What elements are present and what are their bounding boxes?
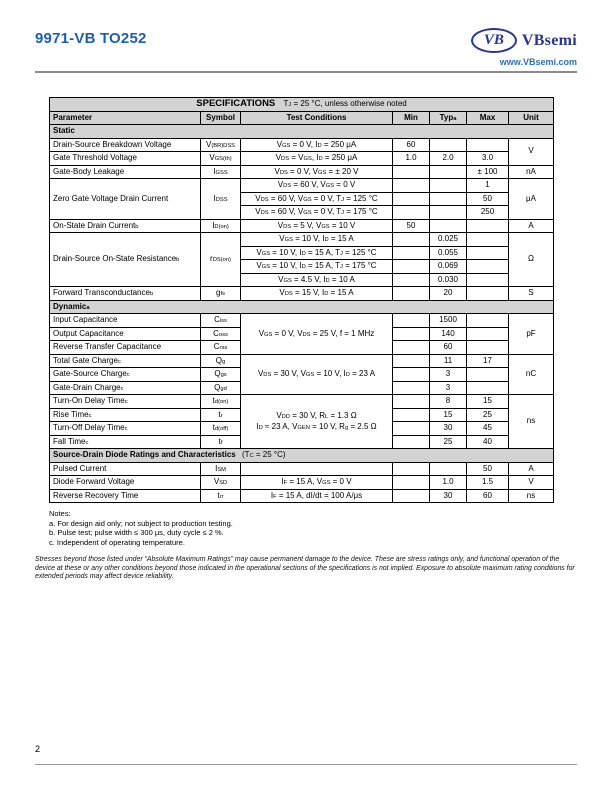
idss-conditions-3: $V_{DS} = 60$ V, $V_{GS} = 0$ V, $T_J = 175$ °C <box>241 206 393 220</box>
col-unit: Unit <box>509 111 554 125</box>
section-diode-condition: ($T_C = 25$ °C) <box>241 450 286 459</box>
rdson-max-3 <box>467 260 509 274</box>
trr-parameter: Reverse Recovery Time <box>50 489 201 503</box>
tr-symbol: $t_r$ <box>201 408 241 422</box>
tr-min <box>393 408 430 422</box>
qgs-parameter: Gate-Source Charge$^c$ <box>50 368 201 382</box>
row-tdon <box>50 395 554 409</box>
ism-max: 50 <box>467 462 509 476</box>
row-gfs <box>50 287 554 301</box>
rdson-max-4 <box>467 273 509 287</box>
switching-unit: ns <box>509 395 554 449</box>
rdson-typ-4: 0.030 <box>430 273 467 287</box>
vgsth-conditions: $V_{DS} = V_{GS}$, $I_D = 250$ μA <box>241 152 393 166</box>
crss-parameter: Reverse Transfer Capacitance <box>50 341 201 355</box>
capacitance-conditions: $V_{GS} = 0$ V, $V_{DS} = 25$ V, f = 1 MHz <box>241 314 393 355</box>
qgd-max <box>467 381 509 395</box>
rdson-min-3 <box>393 260 430 274</box>
idss-min-3 <box>393 206 430 220</box>
row-idon <box>50 219 554 233</box>
crss-max <box>467 341 509 355</box>
idon-symbol: $I_{D(on)}$ <box>201 219 241 233</box>
spec-title-row <box>50 98 554 112</box>
idss-max-1: 1 <box>467 179 509 193</box>
note-b: b. Pulse test; pulse width ≤ 300 μs, duty cycle ≤ 2 %. <box>49 528 224 537</box>
crss-symbol: $C_{rss}$ <box>201 341 241 355</box>
content-area <box>49 97 553 547</box>
tdoff-symbol: $t_{d(off)}$ <box>201 422 241 436</box>
gfs-symbol: $g_{fs}$ <box>201 287 241 301</box>
vsd-conditions: $I_F = 15$ A, $V_{GS} = 0$ V <box>241 476 393 490</box>
col-test-conditions: Test Conditions <box>241 111 393 125</box>
idss-max-2: 50 <box>467 192 509 206</box>
row-trr <box>50 489 554 503</box>
trr-unit: ns <box>509 489 554 503</box>
spec-title-cell <box>50 98 554 112</box>
row-qg <box>50 354 554 368</box>
rdson-conditions-2: $V_{GS} = 10$ V, $I_D = 15$ A, $T_J = 125$ °C <box>241 246 393 260</box>
idss-typ-3 <box>430 206 467 220</box>
tdon-symbol: $t_{d(on)}$ <box>201 395 241 409</box>
rdson-min-1 <box>393 233 430 247</box>
tf-parameter: Fall Time$^c$ <box>50 435 201 449</box>
rdson-max-1 <box>467 233 509 247</box>
coss-typ: 140 <box>430 327 467 341</box>
qgd-parameter: Gate-Drain Charge$^c$ <box>50 381 201 395</box>
vgsth-parameter: Gate Threshold Voltage <box>50 152 201 166</box>
vbrdss-conditions: $V_{GS} = 0$ V, $I_D = 250$ μA <box>241 138 393 152</box>
section-diode <box>50 449 554 463</box>
rdson-min-4 <box>393 273 430 287</box>
idon-max <box>467 219 509 233</box>
notes-block <box>49 509 553 547</box>
vgsth-min: 1.0 <box>393 152 430 166</box>
vgsth-symbol: $V_{GS(th)}$ <box>201 152 241 166</box>
idss-min-2 <box>393 192 430 206</box>
row-vbrdss <box>50 138 554 152</box>
tf-min <box>393 435 430 449</box>
idss-symbol: $I_{DSS}$ <box>201 179 241 220</box>
qgs-symbol: $Q_{gs}$ <box>201 368 241 382</box>
trr-max: 60 <box>467 489 509 503</box>
ciss-min <box>393 314 430 328</box>
rdson-conditions-3: $V_{GS} = 10$ V, $I_D = 15$ A, $T_J = 175$ °C <box>241 260 393 274</box>
section-static: Static <box>50 125 554 139</box>
vsd-unit: V <box>509 476 554 490</box>
ism-conditions <box>241 462 393 476</box>
tf-typ: 25 <box>430 435 467 449</box>
row-idss-1 <box>50 179 554 193</box>
ciss-typ: 1500 <box>430 314 467 328</box>
qg-parameter: Total Gate Charge$^c$ <box>50 354 201 368</box>
ism-typ <box>430 462 467 476</box>
coss-symbol: $C_{oss}$ <box>201 327 241 341</box>
spec-title: SPECIFICATIONS <box>196 98 276 109</box>
tr-parameter: Rise Time$^c$ <box>50 408 201 422</box>
section-static-row <box>50 125 554 139</box>
vbrdss-symbol: $V_{(BR)DSS}$ <box>201 138 241 152</box>
row-ciss <box>50 314 554 328</box>
qgd-symbol: $Q_{gd}$ <box>201 381 241 395</box>
gfs-parameter: Forward Transconductance$^b$ <box>50 287 201 301</box>
rdson-typ-1: 0.025 <box>430 233 467 247</box>
qgs-typ: 3 <box>430 368 467 382</box>
qgd-min <box>393 381 430 395</box>
column-header-row <box>50 111 554 125</box>
gfs-typ: 20 <box>430 287 467 301</box>
ciss-parameter: Input Capacitance <box>50 314 201 328</box>
qg-typ: 11 <box>430 354 467 368</box>
qg-min <box>393 354 430 368</box>
rdson-typ-3: 0.069 <box>430 260 467 274</box>
vsd-parameter: Diode Forward Voltage <box>50 476 201 490</box>
ism-unit: A <box>509 462 554 476</box>
igss-max: ± 100 <box>467 165 509 179</box>
idss-min-1 <box>393 179 430 193</box>
gfs-unit: S <box>509 287 554 301</box>
ism-min <box>393 462 430 476</box>
section-diode-label: Source-Drain Diode Ratings and Characteristics <box>53 450 236 459</box>
idss-typ-1 <box>430 179 467 193</box>
coss-min <box>393 327 430 341</box>
coss-parameter: Output Capacitance <box>50 327 201 341</box>
col-typ: Typ$^a$ <box>430 111 467 125</box>
trr-symbol: $t_{rr}$ <box>201 489 241 503</box>
note-c: c. Independent of operating temperature. <box>49 537 185 547</box>
ciss-max <box>467 314 509 328</box>
idon-parameter: On-State Drain Current$^b$ <box>50 219 201 233</box>
vbrdss-typ <box>430 138 467 152</box>
qgs-min <box>393 368 430 382</box>
vsd-typ: 1.0 <box>430 476 467 490</box>
rdson-symbol: $r_{DS(on)}$ <box>201 233 241 287</box>
vbrdss-parameter: Drain-Source Breakdown Voltage <box>50 138 201 152</box>
section-dynamic-row <box>50 300 554 314</box>
col-parameter: Parameter <box>50 111 201 125</box>
note-a: a. For design aid only; not subject to production testing. <box>49 518 233 528</box>
vbrdss-max <box>467 138 509 152</box>
tdon-typ: 8 <box>430 395 467 409</box>
trr-typ: 30 <box>430 489 467 503</box>
ism-symbol: $I_{SM}$ <box>201 462 241 476</box>
tdon-min <box>393 395 430 409</box>
igss-symbol: $I_{GSS}$ <box>201 165 241 179</box>
capacitance-unit: pF <box>509 314 554 355</box>
vgsth-max: 3.0 <box>467 152 509 166</box>
rdson-conditions-1: $V_{GS} = 10$ V, $I_D = 15$ A <box>241 233 393 247</box>
idon-min: 50 <box>393 219 430 233</box>
vbrdss-min: 60 <box>393 138 430 152</box>
idon-conditions: $V_{DS} = 5$ V, $V_{GS} = 10$ V <box>241 219 393 233</box>
tr-typ: 15 <box>430 408 467 422</box>
switching-conditions-line2: $I_D \approx 23$ A, $V_{GEN} = 10$ V, $R_g = 2.5$ Ω <box>256 421 377 431</box>
col-max: Max <box>467 111 509 125</box>
gate-charge-unit: nC <box>509 354 554 395</box>
idss-conditions-2: $V_{DS} = 60$ V, $V_{GS} = 0$ V, $T_J = 125$ °C <box>241 192 393 206</box>
col-min: Min <box>393 111 430 125</box>
qg-max: 17 <box>467 354 509 368</box>
vb-ellipse-icon <box>471 28 517 53</box>
section-diode-row <box>50 449 554 463</box>
row-vsd <box>50 476 554 490</box>
rdson-typ-2: 0.055 <box>430 246 467 260</box>
idon-unit: A <box>509 219 554 233</box>
qg-symbol: $Q_g$ <box>201 354 241 368</box>
igss-parameter: Gate-Body Leakage <box>50 165 201 179</box>
idss-conditions-1: $V_{DS} = 60$ V, $V_{GS} = 0$ V <box>241 179 393 193</box>
vgsth-typ: 2.0 <box>430 152 467 166</box>
igss-conditions: $V_{DS} = 0$ V, $V_{GS}$ = ± 20 V <box>241 165 393 179</box>
col-symbol: Symbol <box>201 111 241 125</box>
idss-max-3: 250 <box>467 206 509 220</box>
vbrdss-unit: V <box>509 138 554 165</box>
vsd-max: 1.5 <box>467 476 509 490</box>
qgs-max <box>467 368 509 382</box>
crss-typ: 60 <box>430 341 467 355</box>
tdoff-typ: 30 <box>430 422 467 436</box>
igss-typ <box>430 165 467 179</box>
tr-max: 25 <box>467 408 509 422</box>
row-ism <box>50 462 554 476</box>
trr-min <box>393 489 430 503</box>
notes-label: Notes: <box>49 509 71 518</box>
logo-wordmark: VBsemi <box>521 31 577 49</box>
vb-monogram: VB <box>483 32 504 48</box>
idon-typ <box>430 219 467 233</box>
tdon-parameter: Turn-On Delay Time$^c$ <box>50 395 201 409</box>
idss-typ-2 <box>430 192 467 206</box>
tdoff-max: 45 <box>467 422 509 436</box>
gfs-max <box>467 287 509 301</box>
tf-max: 40 <box>467 435 509 449</box>
specifications-table <box>49 97 554 503</box>
rdson-unit: Ω <box>509 233 554 287</box>
idss-unit: μA <box>509 179 554 220</box>
gfs-conditions: $V_{DS} = 15$ V, $I_D = 15$ A <box>241 287 393 301</box>
switching-conditions <box>241 395 393 449</box>
qgd-typ: 3 <box>430 381 467 395</box>
ciss-symbol: $C_{iss}$ <box>201 314 241 328</box>
igss-min <box>393 165 430 179</box>
website-link[interactable]: www.VBsemi.com <box>499 57 577 67</box>
rdson-conditions-4: $V_{GS} = 4.5$ V, $I_D = 10$ A <box>241 273 393 287</box>
igss-unit: nA <box>509 165 554 179</box>
tdoff-parameter: Turn-Off Delay Time$^c$ <box>50 422 201 436</box>
gate-charge-conditions: $V_{DS} = 30$ V, $V_{GS} = 10$ V, $I_D = 23$ A <box>241 354 393 395</box>
vsd-min <box>393 476 430 490</box>
trr-conditions: $I_F = 15$ A, dI/dt = 100 A/μs <box>241 489 393 503</box>
tf-symbol: $t_f$ <box>201 435 241 449</box>
vbsemi-logo <box>471 28 577 53</box>
row-igss <box>50 165 554 179</box>
ism-parameter: Pulsed Current <box>50 462 201 476</box>
header-divider <box>35 71 577 73</box>
spec-subtitle: $T_J = 25$ °C, unless otherwise noted <box>283 99 407 108</box>
rdson-parameter: Drain-Source On-State Resistance$^b$ <box>50 233 201 287</box>
switching-conditions-line1: $V_{DD} = 30$ V, $R_L = 1.3$ Ω <box>276 411 357 420</box>
crss-min <box>393 341 430 355</box>
row-vgsth <box>50 152 554 166</box>
coss-max <box>467 327 509 341</box>
footer-divider <box>35 764 577 765</box>
section-dynamic: Dynamic$^a$ <box>50 300 554 314</box>
rdson-max-2 <box>467 246 509 260</box>
tdoff-min <box>393 422 430 436</box>
page-number: 2 <box>35 744 41 754</box>
tdon-max: 15 <box>467 395 509 409</box>
rdson-min-2 <box>393 246 430 260</box>
idss-parameter: Zero Gate Voltage Drain Current <box>50 179 201 220</box>
part-number-title: 9971-VB TO252 <box>35 30 147 47</box>
stress-ratings-disclaimer: Stresses beyond those listed under “Absolute Maximum Ratings” may cause permanent damage to the device. These are stress ratings only, and functional operation of the device at these or any other conditions beyond those indicated in the operational sections of the specifications is not implied. Exposure to absolute maximum rating conditions for extended periods may affect device reliability. <box>35 556 575 581</box>
gfs-min <box>393 287 430 301</box>
row-rdson-1 <box>50 233 554 247</box>
vsd-symbol: $V_{SD}$ <box>201 476 241 490</box>
